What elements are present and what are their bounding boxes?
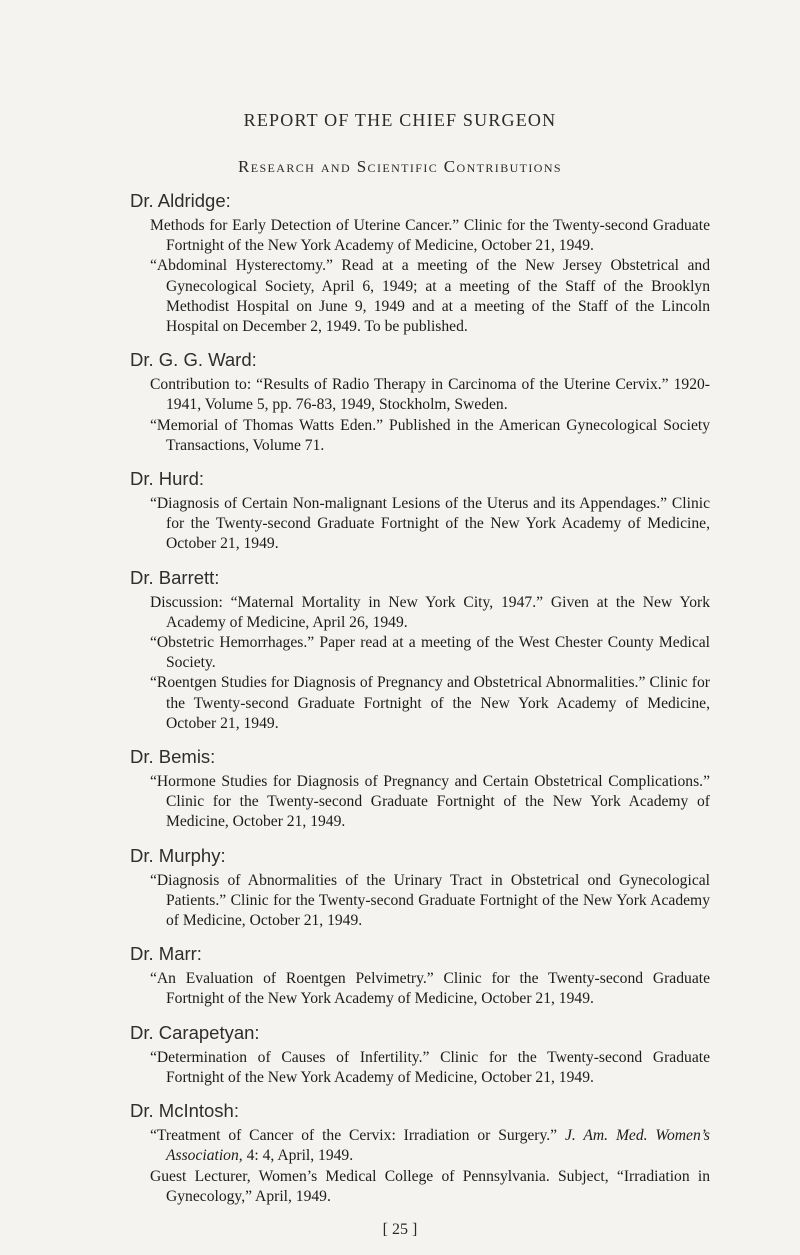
page-number: [ 25 ] [382,1221,418,1238]
running-head: REPORT OF THE CHIEF SURGEON [243,110,557,130]
entry-aldridge [130,189,710,337]
author-name: Dr. McIntosh: [130,1100,239,1122]
author-name: Dr. Murphy: [130,844,226,866]
contribution-item [150,1126,710,1166]
author-name: Dr. G. G. Ward: [130,349,257,371]
contribution-item: Guest Lecturer, Women’s Medical College of Pennsylvania. Subject, “Irradiation in Gynecology,” April, 1949. [150,1167,710,1205]
contribution-item: “Abdominal Hysterectomy.” Read at a meeting of the New Jersey Obstetrical and Gynecological Society, April 6, 1949; at a meeting of the Staff of the Brooklyn Methodist Hospital on June 9, 1949 and at a meeting of the Staff of the Lincoln Hospital on December 2, 1949. To be published. [150,257,710,336]
journal-name: J. Am. Med. Women’s Association, [166,1127,711,1165]
contribution-item: “Obstetric Hemorrhages.” Paper read at a meeting of the West Chester County Medical Society. [150,634,710,672]
author-name: Dr. Carapetyan: [130,1021,260,1043]
entry-ward [130,348,710,456]
contribution-item: “Diagnosis of Abnormalities of the Urinary Tract in Obstetrical ond Gynecological Patients.” Clinic for the Twenty-second Graduate Fortnight of the New York Academy of Medicine, October 21, 1949. [150,871,710,930]
entry-hurd [130,467,710,555]
entry-barrett [130,566,710,734]
entry-murphy [130,844,710,932]
entry-carapetyan [130,1021,710,1088]
contribution-item: Methods for Early Detection of Uterine Cancer.” Clinic for the Twenty-second Graduate Fortnight of the New York Academy of Medicine, October 21, 1949. [150,217,710,255]
author-name: Dr. Bemis: [130,746,216,768]
contribution-item: “Hormone Studies for Diagnosis of Pregnancy and Certain Obstetrical Complications.” Clinic for the Twenty-second Graduate Fortnight of the New York Academy of Medicine, October 21, 1949. [150,773,710,831]
journal-citation: 4: 4, April, 1949. [242,1147,354,1165]
entry-marr [130,942,710,1009]
author-name: Dr. Marr: [130,943,202,965]
contribution-item: “Diagnosis of Certain Non-malignant Lesions of the Uterus and its Appendages.” Clinic for the Twenty-second Graduate Fortnight of the New York Academy of Medicine, October 21, 1949. [150,495,710,553]
author-name: Dr. Aldridge: [130,190,231,211]
entry-mcintosh [130,1099,711,1207]
contribution-title: “Treatment of Cancer of the Cervix: Irradiation or Surgery.” [150,1127,565,1145]
author-name: Dr. Barrett: [130,566,220,588]
entry-bemis [130,745,710,833]
contribution-item: “Roentgen Studies for Diagnosis of Pregnancy and Obstetrical Abnormalities.” Clinic for the Twenty-second Graduate Fortnight of the New York Academy of Medicine, October 21, 1949. [150,674,710,732]
contribution-item: Discussion: “Maternal Mortality in New York City, 1947.” Given at the New York Academy of Medicine, April 26, 1949. [150,593,710,631]
contributions-list [130,178,711,1207]
contribution-item: “Determination of Causes of Infertility.” Clinic for the Twenty-second Graduate Fortnight of the New York Academy of Medicine, October 21, 1949. [150,1048,710,1086]
section-title: Research and Scientific Contributions [237,157,562,176]
author-name: Dr. Hurd: [130,468,205,490]
contribution-item: Contribution to: “Results of Radio Therapy in Carcinoma of the Uterine Cervix.” 1920-1941, Volume 5, pp. 76-83, 1949, Stockholm, Sweden. [150,376,710,414]
contribution-item: “Memorial of Thomas Watts Eden.” Published in the American Gynecological Society Transactions, Volume 71. [150,416,710,454]
contribution-item: “An Evaluation of Roentgen Pelvimetry.” Clinic for the Twenty-second Graduate Fortnight of the New York Academy of Medicine, October 21, 1949. [150,970,710,1008]
